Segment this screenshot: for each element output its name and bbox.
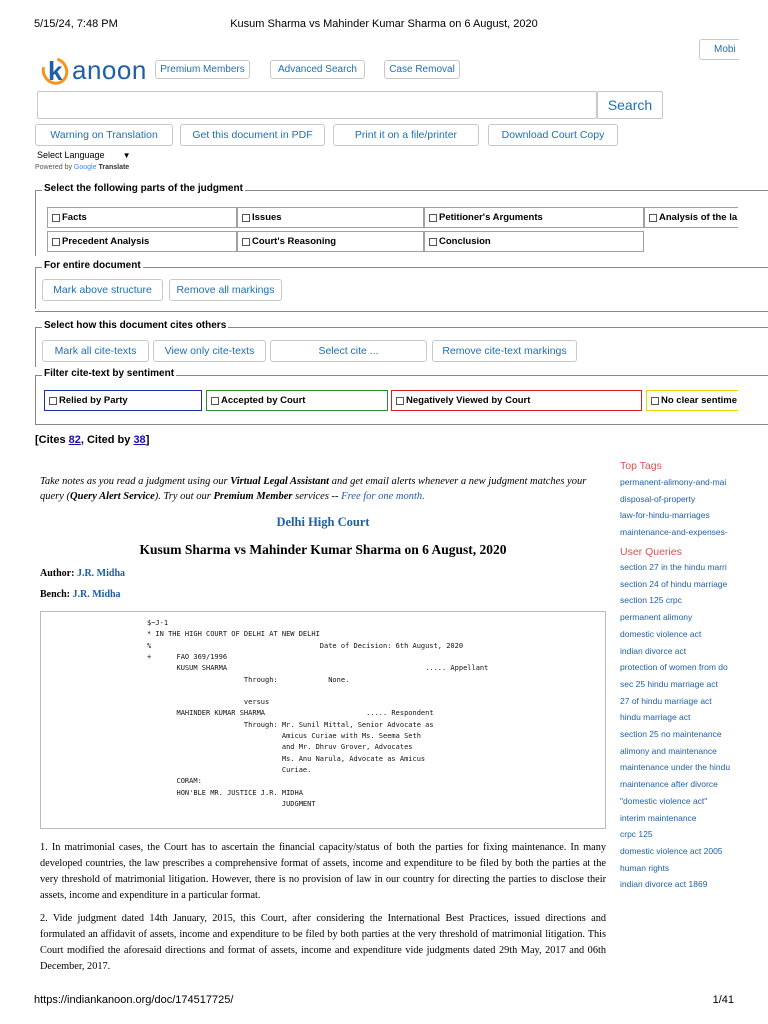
cited-by-link[interactable]: 38 (133, 434, 146, 446)
print-footer (34, 994, 734, 1008)
top-tag-link[interactable]: maintenance-and-expenses- (620, 526, 728, 537)
remove-markings-button[interactable]: Remove all markings (169, 279, 282, 301)
judgment-header-block (40, 611, 606, 829)
user-query-link[interactable]: hindu marriage act (620, 712, 691, 723)
section-divider (35, 311, 768, 312)
remove-cite-text-markings-button[interactable]: Remove cite-text markings (432, 340, 577, 362)
sentiment-accepted-by-court[interactable]: Accepted by Court (206, 390, 388, 411)
judgment-header-line: HON'BLE MR. JUSTICE J.R. MIDHA (147, 788, 303, 797)
judgment-header-line: MAHINDER KUMAR SHARMA ..... Respondent (147, 709, 434, 718)
logo-text: anoon (72, 54, 147, 85)
checkbox-icon[interactable] (242, 214, 250, 222)
judgment-header-line: Through: Mr. Sunil Mittal, Senior Advocate as (147, 720, 434, 729)
mark-all-cite-texts-button[interactable]: Mark all cite-texts (42, 340, 149, 362)
checkbox-icon[interactable] (49, 397, 57, 405)
judgment-header-line: + FAO 369/1996 (147, 652, 228, 661)
print-title: Kusum Sharma vs Mahinder Kumar Sharma on 6 August, 2020 (230, 18, 538, 30)
author-line: Author: J.R. Midha (40, 568, 126, 579)
warning-translation-button[interactable]: Warning on Translation (35, 124, 173, 146)
advanced-search-button[interactable]: Advanced Search (270, 60, 365, 79)
bench-line: Bench: J.R. Midha (40, 589, 121, 600)
indiankanoon-logo[interactable] (40, 52, 147, 88)
checkbox-analysis[interactable]: Analysis of the la (644, 207, 738, 228)
mark-structure-button[interactable]: Mark above structure (42, 279, 163, 301)
cites-others-legend: Select how this document cites others (44, 320, 227, 331)
user-query-link[interactable]: section 25 no maintenance (620, 729, 722, 739)
judgment-header-line: and Mr. Dhruv Grover, Advocates (147, 743, 413, 752)
checkbox-icon[interactable] (211, 397, 219, 405)
checkbox-conclusion[interactable]: Conclusion (424, 231, 644, 252)
doc-title: Kusum Sharma vs Mahinder Kumar Sharma on 6 August, 2020 (139, 542, 507, 557)
top-tag-link[interactable]: disposal-of-property (620, 493, 696, 504)
entire-document-legend: For entire document (44, 260, 141, 271)
user-query-link[interactable]: section 125 crpc (620, 595, 682, 606)
print-url: https://indiankanoon.org/doc/174517725/ (34, 994, 234, 1006)
paragraph-2: 2. Vide judgment dated 14th January, 2015, this Court, after considering the International Best Practices, issued directions and formulated an affidavit of assets, income and expenditure to be filed by both parties at the very threshold of matrimonial litigation. This Court modified the aforesaid directions and format of assets, income and expenditure vide judgments dated 29th May, 2017 and 06th December, 2017. (40, 913, 606, 972)
powered-by-google: Powered by Google Translate (35, 164, 130, 171)
print-page-number: 1/41 (712, 994, 734, 1006)
judgment-parts-legend: Select the following parts of the judgment (44, 183, 243, 194)
language-select[interactable]: Select Language ▼ (37, 150, 131, 160)
user-query-link[interactable]: interim maintenance (620, 812, 697, 823)
pdf-button[interactable]: Get this document in PDF (180, 124, 325, 146)
user-queries-title: User Queries (620, 546, 682, 558)
print-date: 5/15/24, 7:48 PM (34, 18, 118, 30)
paragraph-1: 1. In matrimonial cases, the Court has to ascertain the financial capacity/status of both the parties for fixing maintenance. In many developed countries, the law prescribes a comprehensive format of assets, income and expenditure to be filed by both the parties at the very threshold of matrimonial litigation. However, there is no provision of law in our country for directing the parties to disclose their assets, income and expenditure in a particular format. (40, 842, 606, 901)
checkbox-icon[interactable] (52, 214, 60, 222)
user-query-link[interactable]: crpc 125 (620, 829, 653, 840)
view-only-cite-texts-button[interactable]: View only cite-texts (153, 340, 266, 362)
case-removal-button[interactable]: Case Removal (384, 60, 460, 79)
judgment-header-line: CORAM: (147, 777, 202, 786)
sentiment-no-clear[interactable]: No clear sentime (646, 390, 738, 411)
checkbox-courts-reasoning[interactable]: Court's Reasoning (237, 231, 424, 252)
top-tag-link[interactable]: law-for-hindu-marriages (620, 510, 710, 520)
search-button[interactable]: Search (597, 91, 663, 119)
checkbox-icon[interactable] (649, 214, 657, 222)
logo-k-icon: k (40, 54, 70, 86)
user-query-link[interactable]: human rights (620, 862, 670, 873)
user-query-link[interactable]: alimony and maintenance (620, 745, 717, 756)
print-button[interactable]: Print it on a file/printer (333, 124, 479, 146)
checkbox-icon[interactable] (242, 238, 250, 246)
user-query-link[interactable]: "domestic violence act" (620, 795, 708, 806)
user-query-link[interactable]: maintenance under the hindu (620, 762, 731, 773)
checkbox-icon[interactable] (396, 397, 404, 405)
judgment-header-line: versus (147, 698, 270, 707)
promo-text: Take notes as you read a judgment using our Virtual Legal Assistant and get email alerts whenever a new judgment matches your query (Query Alert Service). Try out our Premium Member services -- Free for one month. (40, 476, 587, 502)
cites-link[interactable]: 82 (68, 434, 81, 446)
user-query-link[interactable]: maintenance after divorce (620, 779, 718, 790)
checkbox-icon[interactable] (651, 397, 659, 405)
checkbox-icon[interactable] (429, 238, 437, 246)
user-query-link[interactable]: indian divorce act (620, 645, 687, 656)
author-link[interactable]: J.R. Midha (76, 568, 126, 579)
free-trial-link[interactable]: Free for one month. (341, 491, 425, 502)
user-query-link[interactable]: indian divorce act 1869 (620, 879, 708, 890)
court-name: Delhi High Court (276, 515, 370, 529)
section-divider (35, 424, 768, 425)
judgment-header-line: Amicus Curiae with Ms. Seema Seth (147, 732, 421, 740)
user-query-link[interactable]: domestic violence act (620, 628, 702, 639)
premium-members-button[interactable]: Premium Members (155, 60, 250, 79)
mobile-button[interactable]: Mobi (699, 39, 739, 60)
checkbox-icon[interactable] (429, 214, 437, 222)
judgment-header-line: JUDGMENT (147, 799, 316, 808)
checkbox-precedent-analysis[interactable]: Precedent Analysis (47, 231, 237, 252)
chevron-down-icon: ▼ (122, 150, 131, 160)
user-query-link[interactable]: section 24 of hindu marriage (620, 578, 728, 589)
user-query-link[interactable]: permanent alimony (620, 612, 693, 623)
select-cite-dropdown[interactable]: Select cite ... (270, 340, 427, 362)
user-query-link[interactable]: section 27 in the hindu marri (620, 562, 727, 572)
checkbox-facts[interactable]: Facts (47, 207, 237, 228)
download-court-copy-button[interactable]: Download Court Copy (488, 124, 618, 146)
judgment-header-line: Ms. Anu Narula, Advocate as Amicus (147, 754, 426, 763)
checkbox-issues[interactable]: Issues (237, 207, 424, 228)
bench-link[interactable]: J.R. Midha (72, 589, 121, 600)
user-query-link[interactable]: 27 of hindu marriage act (620, 695, 712, 706)
judgment-header-line: * IN THE HIGH COURT OF DELHI AT NEW DELHI (147, 630, 320, 639)
checkbox-icon[interactable] (52, 238, 60, 246)
judgment-header-line: KUSUM SHARMA ..... Appellant (147, 664, 489, 673)
top-tags-title: Top Tags (620, 460, 662, 472)
judgment-header-line: Through: None. (147, 675, 350, 684)
sentiment-legend: Filter cite-text by sentiment (44, 368, 175, 379)
checkbox-petitioners-arguments[interactable]: Petitioner's Arguments (424, 207, 644, 228)
print-header (34, 18, 734, 32)
search-input[interactable] (37, 91, 597, 119)
user-query-link[interactable]: domestic violence act 2005 (620, 845, 723, 856)
top-tag-link[interactable]: permanent-alimony-and-mai (620, 477, 727, 487)
cites-count: [Cites 82, Cited by 38] (35, 434, 150, 446)
judgment-header-line: $~J-1 (147, 619, 169, 627)
user-query-link[interactable]: sec 25 hindu marriage act (620, 678, 718, 689)
judgment-header-line: Curiae. (147, 765, 312, 774)
sentiment-negatively-viewed[interactable]: Negatively Viewed by Court (391, 390, 642, 411)
judgment-header-line: % Date of Decision: 6th August, 2020 (147, 641, 464, 650)
sentiment-relied-by-party[interactable]: Relied by Party (44, 390, 202, 411)
user-query-link[interactable]: protection of women from do (620, 662, 728, 673)
